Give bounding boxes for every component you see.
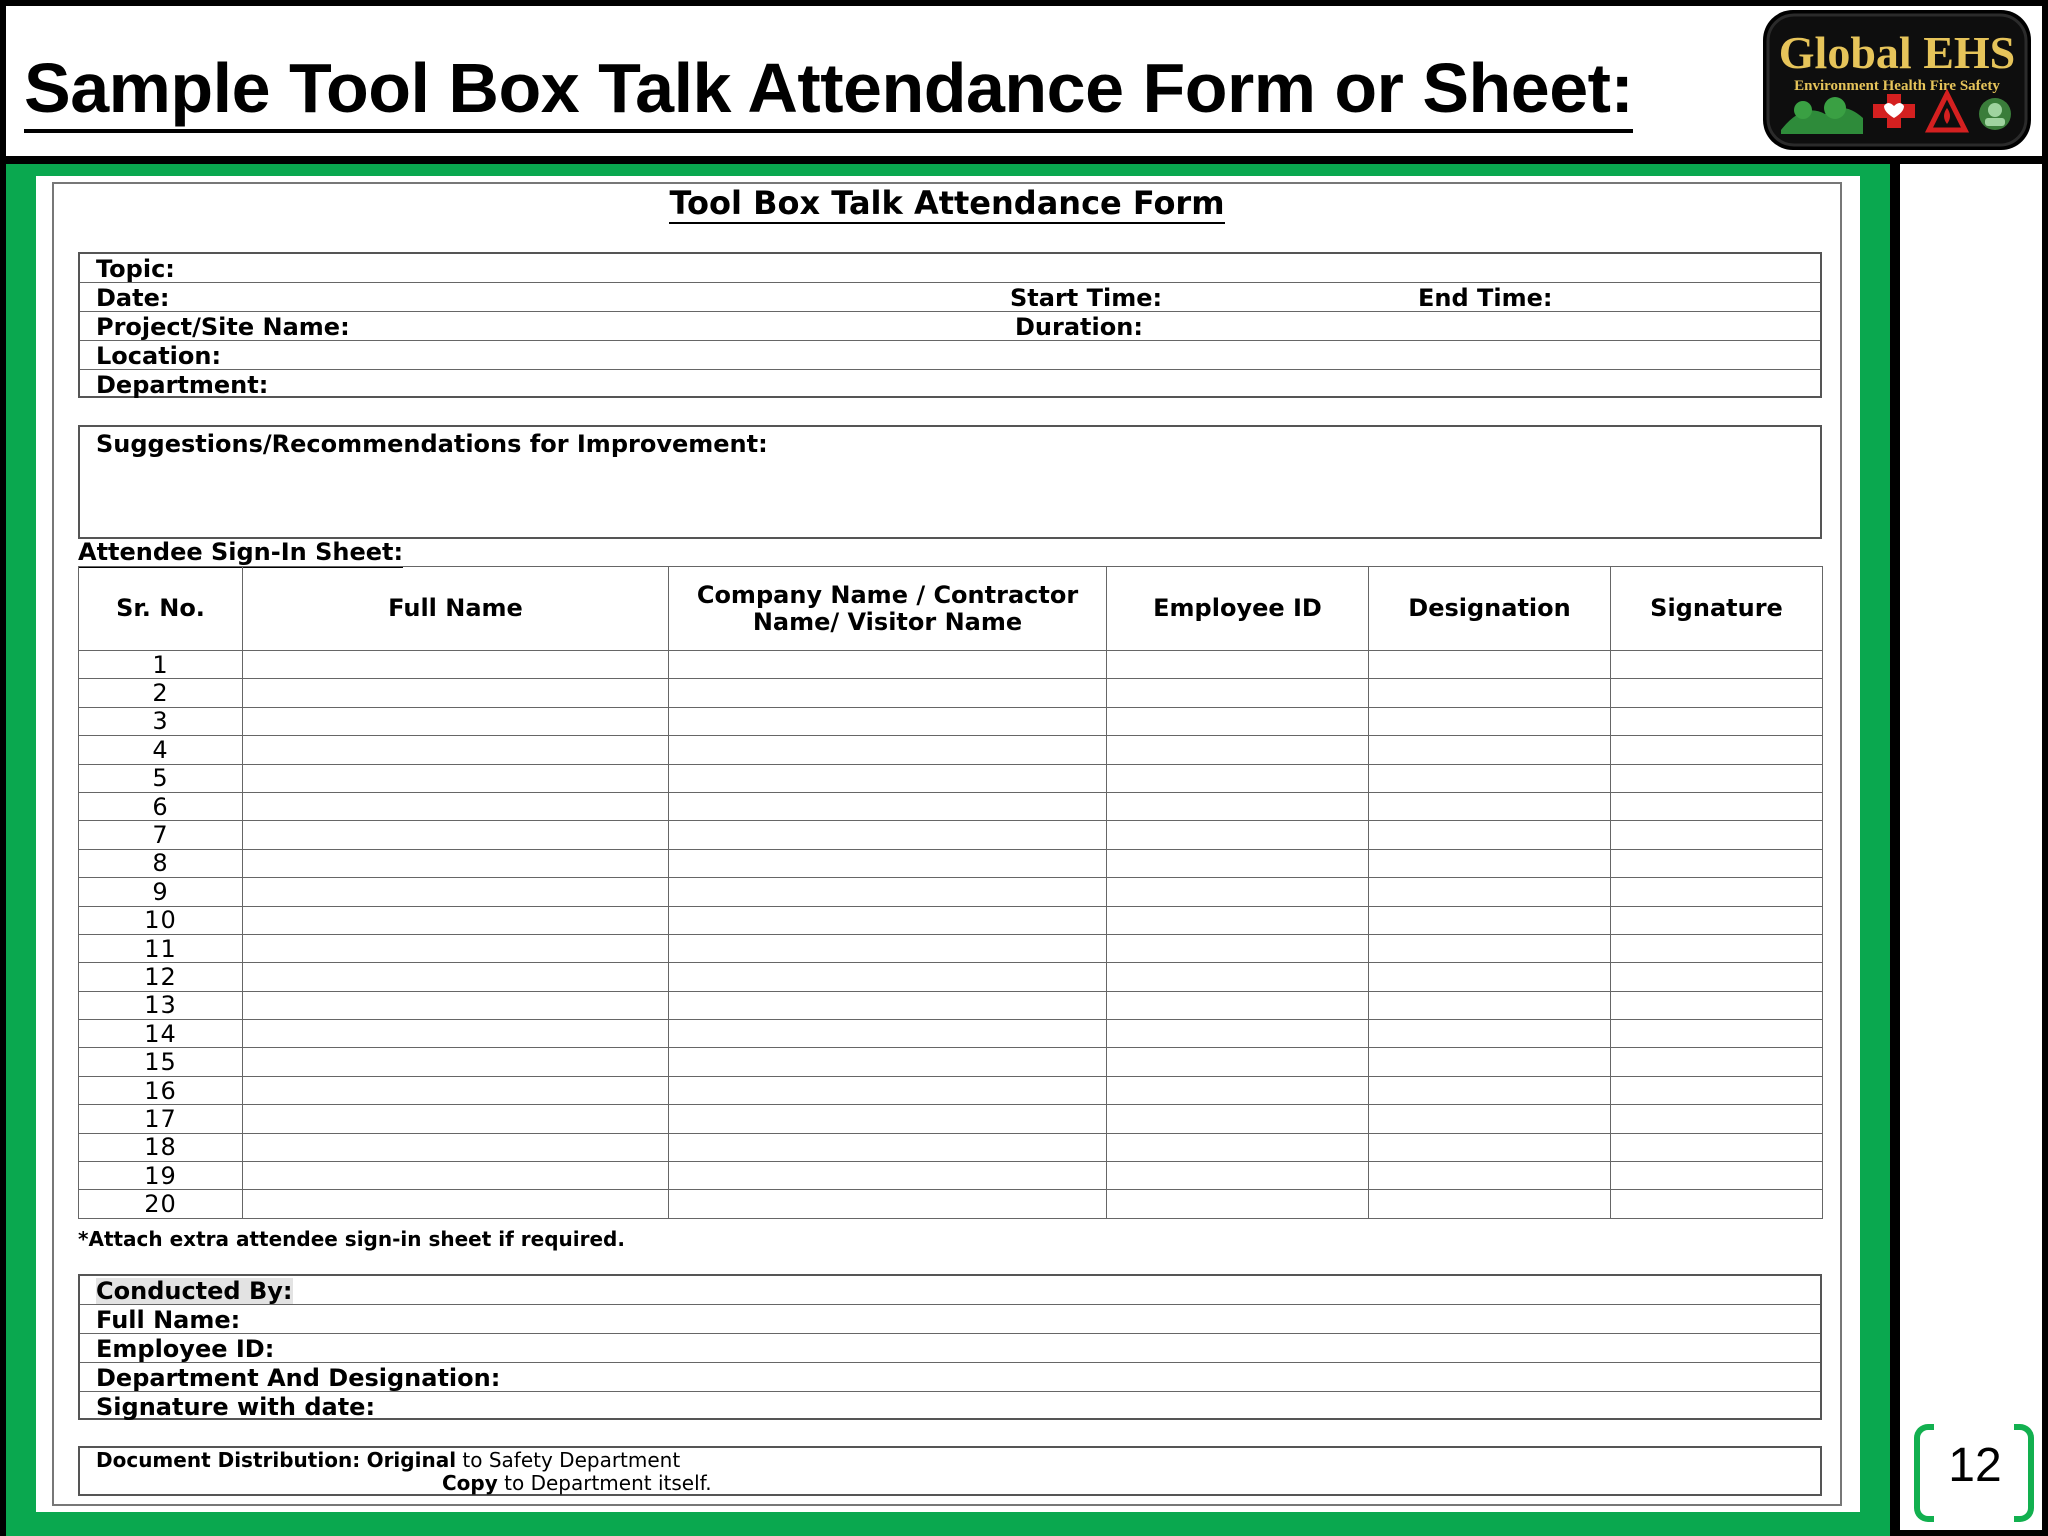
table-row — [79, 679, 1823, 707]
blank-cell[interactable] — [243, 1048, 669, 1076]
sr-no-cell: 5 — [79, 764, 243, 792]
table-row — [79, 963, 1823, 991]
blank-cell[interactable] — [1611, 1048, 1823, 1076]
blank-cell[interactable] — [669, 934, 1107, 962]
column-header: Full Name — [243, 567, 669, 651]
project-row — [80, 312, 1820, 341]
blank-cell[interactable] — [243, 878, 669, 906]
sr-no-cell: 9 — [79, 878, 243, 906]
blank-cell[interactable] — [1369, 821, 1611, 849]
blank-cell[interactable] — [1611, 963, 1823, 991]
blank-cell[interactable] — [1611, 792, 1823, 820]
blank-cell[interactable] — [243, 1105, 669, 1133]
conductor-name-row — [80, 1305, 1820, 1334]
distribution-copy-line: Copy to Department itself. — [442, 1471, 712, 1495]
slide-title: Sample Tool Box Talk Attendance Form or Sheet: — [24, 50, 1633, 126]
blank-cell[interactable] — [1107, 934, 1369, 962]
blank-cell[interactable] — [1107, 1105, 1369, 1133]
blank-cell[interactable] — [1107, 679, 1369, 707]
sr-no-cell: 20 — [79, 1190, 243, 1218]
table-row — [79, 651, 1823, 679]
conducted-by-row — [80, 1276, 1820, 1305]
blank-cell[interactable] — [243, 849, 669, 877]
blank-cell[interactable] — [1369, 991, 1611, 1019]
blank-cell[interactable] — [669, 1162, 1107, 1190]
blank-cell[interactable] — [669, 679, 1107, 707]
sr-no-cell: 16 — [79, 1076, 243, 1104]
start-time-label: Start Time: — [1010, 284, 1163, 312]
date-row — [80, 283, 1820, 312]
column-header: Sr. No. — [79, 567, 243, 651]
location-row — [80, 341, 1820, 370]
blank-cell[interactable] — [1611, 906, 1823, 934]
svg-text:Global EHS: Global EHS — [1778, 27, 2016, 78]
table-row — [79, 934, 1823, 962]
blank-cell[interactable] — [669, 821, 1107, 849]
blank-cell[interactable] — [669, 849, 1107, 877]
sr-no-cell: 11 — [79, 934, 243, 962]
conductor-dept-row — [80, 1363, 1820, 1392]
suggestions-label: Suggestions/Recommendations for Improvement: — [96, 430, 768, 458]
sr-no-cell: 4 — [79, 736, 243, 764]
blank-cell[interactable] — [669, 792, 1107, 820]
blank-cell[interactable] — [669, 651, 1107, 679]
blank-cell[interactable] — [1611, 878, 1823, 906]
blank-cell[interactable] — [243, 1020, 669, 1048]
date-label: Date: — [96, 284, 170, 312]
page-number — [1908, 1416, 2042, 1526]
conducted-by-heading: Conducted By: — [96, 1277, 293, 1305]
sr-no-cell: 8 — [79, 849, 243, 877]
location-label: Location: — [96, 342, 222, 370]
blank-cell[interactable] — [1611, 821, 1823, 849]
blank-cell[interactable] — [669, 906, 1107, 934]
blank-cell[interactable] — [669, 878, 1107, 906]
blank-cell[interactable] — [1107, 821, 1369, 849]
blank-cell[interactable] — [1369, 963, 1611, 991]
table-row — [79, 1190, 1823, 1218]
sr-no-cell: 12 — [79, 963, 243, 991]
blank-cell[interactable] — [1611, 1133, 1823, 1161]
column-header: Employee ID — [1107, 567, 1369, 651]
blank-cell[interactable] — [243, 764, 669, 792]
blank-cell[interactable] — [1107, 1162, 1369, 1190]
project-label: Project/Site Name: — [96, 313, 350, 341]
blank-cell[interactable] — [243, 1190, 669, 1218]
attendee-table — [78, 566, 1823, 1219]
blank-cell[interactable] — [243, 651, 669, 679]
blank-cell[interactable] — [1107, 906, 1369, 934]
blank-cell[interactable] — [1369, 707, 1611, 735]
table-row — [79, 821, 1823, 849]
form-info-box — [78, 252, 1822, 398]
blank-cell[interactable] — [243, 679, 669, 707]
table-row — [79, 1105, 1823, 1133]
department-row — [80, 370, 1820, 399]
blank-cell[interactable] — [669, 764, 1107, 792]
blank-cell[interactable] — [1107, 1190, 1369, 1218]
table-row — [79, 991, 1823, 1019]
blank-cell[interactable] — [1369, 934, 1611, 962]
table-row — [79, 1048, 1823, 1076]
blank-cell[interactable] — [1369, 764, 1611, 792]
sr-no-cell: 1 — [79, 651, 243, 679]
column-header: Designation — [1369, 567, 1611, 651]
blank-cell[interactable] — [1107, 1048, 1369, 1076]
blank-cell[interactable] — [1611, 707, 1823, 735]
blank-cell[interactable] — [1369, 1133, 1611, 1161]
blank-cell[interactable] — [1369, 679, 1611, 707]
suggestions-box — [78, 425, 1822, 539]
table-header-row — [79, 567, 1823, 651]
end-time-label: End Time: — [1418, 284, 1553, 312]
sr-no-cell: 6 — [79, 792, 243, 820]
blank-cell[interactable] — [243, 963, 669, 991]
blank-cell[interactable] — [243, 934, 669, 962]
blank-cell[interactable] — [243, 1076, 669, 1104]
blank-cell[interactable] — [1107, 1076, 1369, 1104]
blank-cell[interactable] — [1107, 707, 1369, 735]
conductor-dept-designation-label: Department And Designation: — [96, 1364, 501, 1392]
blank-cell[interactable] — [1611, 651, 1823, 679]
table-row — [79, 878, 1823, 906]
department-label: Department: — [96, 371, 269, 399]
blank-cell[interactable] — [1107, 963, 1369, 991]
blank-cell[interactable] — [1611, 1020, 1823, 1048]
header-divider — [6, 156, 2042, 164]
blank-cell[interactable] — [243, 1133, 669, 1161]
blank-cell[interactable] — [1611, 764, 1823, 792]
form-title: Tool Box Talk Attendance Form — [669, 184, 1225, 222]
blank-cell[interactable] — [243, 1162, 669, 1190]
blank-cell[interactable] — [1369, 736, 1611, 764]
topic-row — [80, 254, 1820, 283]
conductor-employee-id-label: Employee ID: — [96, 1335, 275, 1363]
blank-cell[interactable] — [1611, 679, 1823, 707]
blank-cell[interactable] — [669, 1133, 1107, 1161]
blank-cell[interactable] — [1369, 1162, 1611, 1190]
topic-label: Topic: — [96, 255, 175, 283]
blank-cell[interactable] — [669, 963, 1107, 991]
blank-cell[interactable] — [1369, 651, 1611, 679]
table-row — [79, 1133, 1823, 1161]
sr-no-cell: 3 — [79, 707, 243, 735]
table-row — [79, 1020, 1823, 1048]
blank-cell[interactable] — [1611, 849, 1823, 877]
blank-cell[interactable] — [1107, 651, 1369, 679]
blank-cell[interactable] — [1107, 849, 1369, 877]
blank-cell[interactable] — [669, 1190, 1107, 1218]
blank-cell[interactable] — [1611, 1162, 1823, 1190]
sr-no-cell: 17 — [79, 1105, 243, 1133]
global-ehs-logo — [1763, 10, 2031, 150]
sr-no-cell: 10 — [79, 906, 243, 934]
slide — [6, 6, 2042, 1530]
blank-cell[interactable] — [1107, 1133, 1369, 1161]
blank-cell[interactable] — [669, 707, 1107, 735]
table-row — [79, 1162, 1823, 1190]
table-row — [79, 707, 1823, 735]
table-row — [79, 906, 1823, 934]
sr-no-cell: 18 — [79, 1133, 243, 1161]
table-row — [79, 792, 1823, 820]
conductor-full-name-label: Full Name: — [96, 1306, 241, 1334]
blank-cell[interactable] — [1369, 1048, 1611, 1076]
blank-cell[interactable] — [243, 991, 669, 1019]
blank-cell[interactable] — [1107, 792, 1369, 820]
column-header: Company Name / Contractor Name/ Visitor Name — [669, 567, 1107, 651]
table-row — [79, 764, 1823, 792]
blank-cell[interactable] — [1107, 764, 1369, 792]
conductor-signature-row — [80, 1392, 1820, 1421]
right-divider — [1890, 164, 1900, 1536]
blank-cell[interactable] — [1611, 1076, 1823, 1104]
blank-cell[interactable] — [669, 1076, 1107, 1104]
blank-cell[interactable] — [1369, 849, 1611, 877]
blank-cell[interactable] — [1611, 934, 1823, 962]
blank-cell[interactable] — [1369, 1020, 1611, 1048]
table-row — [79, 736, 1823, 764]
blank-cell[interactable] — [669, 736, 1107, 764]
blank-cell[interactable] — [1611, 991, 1823, 1019]
blank-cell[interactable] — [1369, 1105, 1611, 1133]
blank-cell[interactable] — [669, 1105, 1107, 1133]
sr-no-cell: 13 — [79, 991, 243, 1019]
blank-cell[interactable] — [243, 792, 669, 820]
blank-cell[interactable] — [1369, 1076, 1611, 1104]
blank-cell[interactable] — [669, 991, 1107, 1019]
blank-cell[interactable] — [1369, 878, 1611, 906]
sr-no-cell: 19 — [79, 1162, 243, 1190]
svg-text:Environment Health Fire Safety: Environment Health Fire Safety — [1794, 78, 2000, 94]
sign-in-sheet-label: Attendee Sign-In Sheet: — [78, 538, 404, 566]
blank-cell[interactable] — [1369, 1190, 1611, 1218]
extra-sheet-note: *Attach extra attendee sign-in sheet if required. — [78, 1227, 625, 1251]
table-row — [79, 849, 1823, 877]
blank-cell[interactable] — [243, 707, 669, 735]
sr-no-cell: 2 — [79, 679, 243, 707]
conducted-by-box — [78, 1274, 1822, 1420]
blank-cell[interactable] — [1107, 1020, 1369, 1048]
sr-no-cell: 7 — [79, 821, 243, 849]
sr-no-cell: 15 — [79, 1048, 243, 1076]
sr-no-cell: 14 — [79, 1020, 243, 1048]
blank-cell[interactable] — [243, 821, 669, 849]
blank-cell[interactable] — [1611, 1105, 1823, 1133]
blank-cell[interactable] — [243, 906, 669, 934]
blank-cell[interactable] — [1611, 736, 1823, 764]
page-number-text: 12 — [1948, 1439, 2002, 1492]
blank-cell[interactable] — [1107, 991, 1369, 1019]
blank-cell[interactable] — [1107, 736, 1369, 764]
distribution-original-line: Document Distribution: Original to Safety Department — [96, 1448, 681, 1472]
table-row — [79, 1076, 1823, 1104]
conductor-signature-label: Signature with date: — [96, 1393, 376, 1421]
distribution-box — [78, 1446, 1822, 1496]
conductor-employee-id-row — [80, 1334, 1820, 1363]
blank-cell[interactable] — [669, 1048, 1107, 1076]
blank-cell[interactable] — [243, 736, 669, 764]
blank-cell[interactable] — [669, 1020, 1107, 1048]
duration-label: Duration: — [1015, 313, 1143, 341]
blank-cell[interactable] — [1369, 906, 1611, 934]
blank-cell[interactable] — [1107, 878, 1369, 906]
blank-cell[interactable] — [1611, 1190, 1823, 1218]
blank-cell[interactable] — [1369, 792, 1611, 820]
column-header: Signature — [1611, 567, 1823, 651]
